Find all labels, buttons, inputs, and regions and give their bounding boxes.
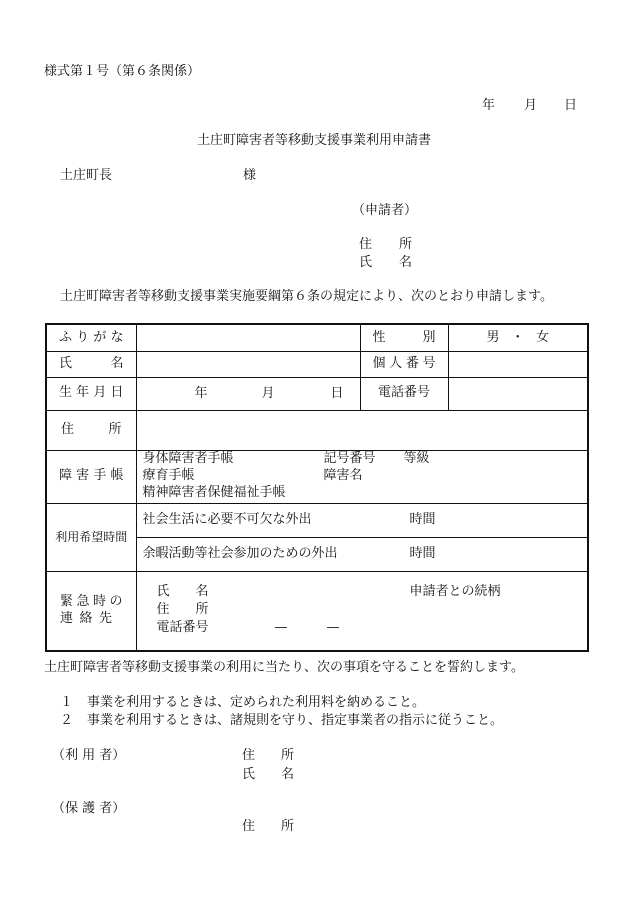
disability-row xyxy=(46,450,588,503)
addressee-name: 土庄町長 xyxy=(60,168,113,183)
gender-male[interactable]: 男 xyxy=(486,329,500,345)
emergency-row xyxy=(46,571,588,651)
applicant-address-label: 住 所 xyxy=(359,237,412,252)
phone-field[interactable] xyxy=(448,377,588,410)
furigana-label: ふ り が な xyxy=(46,324,136,351)
guardian-label: （保 護 者） xyxy=(52,801,126,816)
application-table xyxy=(45,323,589,652)
disability-field[interactable]: 身体障害者手帳 記号番号 等級 療育手帳 障害名 精神障害者保健福祉手帳 xyxy=(136,450,588,503)
applicant-label: （申請者） xyxy=(352,203,418,218)
address-field[interactable] xyxy=(136,410,588,450)
usage-leisure-field[interactable]: 余暇活動等社会参加のための外出 時間 xyxy=(136,537,588,571)
birthdate-row xyxy=(46,377,588,410)
furigana-field[interactable] xyxy=(136,324,360,351)
date-month: 月 xyxy=(524,98,538,113)
gender-female[interactable]: 女 xyxy=(535,329,549,345)
birthdate-label: 生 年 月 日 xyxy=(46,377,136,410)
personal-number-field[interactable] xyxy=(448,351,588,377)
usage-label: 利用希望時間 xyxy=(46,503,136,571)
date-day: 日 xyxy=(564,98,578,113)
guardian-address-label: 住 所 xyxy=(242,819,294,834)
address-label: 住 所 xyxy=(46,410,136,450)
name-row xyxy=(46,351,588,377)
intro-text: 土庄町障害者等移動支援事業実施要綱第６条の規定により、次のとおり申請します。 xyxy=(60,289,553,304)
user-name-label: 氏 名 xyxy=(242,767,294,782)
document-title: 土庄町障害者等移動支援事業利用申請書 xyxy=(197,133,432,148)
phone-label: 電話番号 xyxy=(360,377,448,410)
gender-field[interactable]: 男 ・ 女 xyxy=(448,324,588,351)
pledge-item-2: ２ 事業を利用するときは、諸規則を守り、指定事業者の指示に従うこと。 xyxy=(60,713,504,728)
furigana-row xyxy=(46,324,588,351)
emergency-label: 緊 急 時 の 連 絡 先 xyxy=(46,571,136,651)
usage-social-row xyxy=(46,503,588,537)
form-number: 様式第１号（第６条関係） xyxy=(44,64,201,79)
emergency-field[interactable]: 氏 名 住 所 電話番号 — — 申請者との続柄 xyxy=(136,571,588,651)
date-year: 年 xyxy=(482,98,496,113)
usage-social-field[interactable]: 社会生活に必要不可欠な外出 時間 xyxy=(136,503,588,537)
pledge-text: 土庄町障害者等移動支援事業の利用に当たり、次の事項を守ることを誓約します。 xyxy=(44,660,524,675)
gender-label: 性 別 xyxy=(360,324,448,351)
name-field[interactable] xyxy=(136,351,360,377)
personal-number-label: 個 人 番 号 xyxy=(360,351,448,377)
disability-label: 障 害 手 帳 xyxy=(46,450,136,503)
address-row xyxy=(46,410,588,450)
user-address-label: 住 所 xyxy=(242,748,294,763)
pledge-item-1: １ 事業を利用するときは、定められた利用料を納めること。 xyxy=(60,695,426,710)
name-label: 氏 名 xyxy=(46,351,136,377)
user-label: （利 用 者） xyxy=(52,748,126,763)
birthdate-field[interactable]: 年 月 日 xyxy=(136,377,360,410)
addressee-honorific: 様 xyxy=(243,168,257,183)
applicant-name-label: 氏 名 xyxy=(359,255,412,270)
